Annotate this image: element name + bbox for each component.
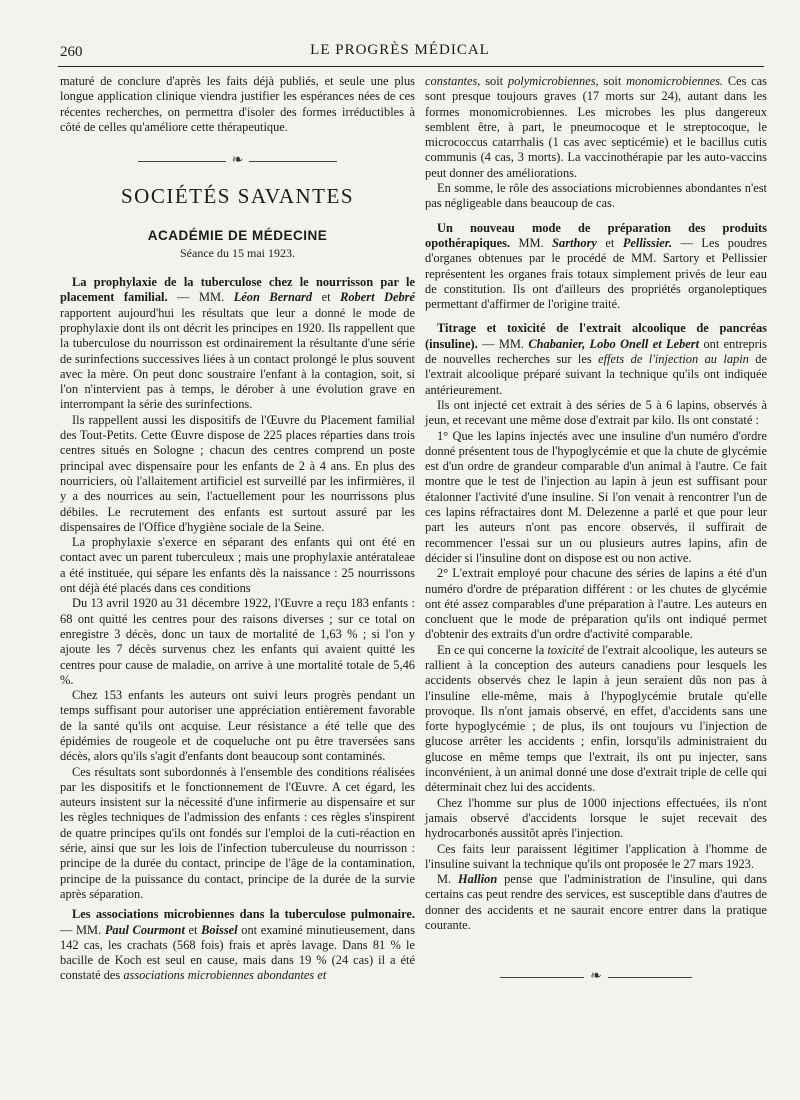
author-name: Paul Courmont bbox=[104, 922, 185, 937]
right-column bbox=[425, 74, 767, 985]
author-name: Chabanier, Lobo Onell et Lebert bbox=[528, 336, 700, 351]
paragraph: Ils rappellent aussi les dispositifs de l'Œuvre du Placement familial des Tout-Petits. Cette Œuvre dispose de 225 places réparties dans trois centres situés en Sologne ; chacun des centres comprend un poste principal avec dispensaire pour les enfants de 2 à 4 ans. En plus des nourriciers, où l'allaitement artificiel est surveillé par les infirmières, il y a des nourrices au sein, l'actuellement pour les nourrissons plus débiles. Le recrutement des enfants est surtout assuré par les dispensaires de l'Office d'hygiène sociale de la Seine. bbox=[60, 412, 415, 534]
article-title: La prophylaxie de la tuberculose chez le nourrisson par le placement familial. bbox=[60, 275, 415, 305]
article-title: Un nouveau mode de préparation des produits opothérapiques. bbox=[425, 220, 767, 250]
intro-paragraph: maturé de conclure d'après les faits déjà publiés, et seule une plus longue application clinique viendra justifier les espérances nées de ces récentes recherches, on permettra d'isoler des formes irréductibles à côté de celles qu'améliore cette thérapeutique. bbox=[60, 74, 415, 134]
section-title: SOCIÉTÉS SAVANTES bbox=[120, 184, 355, 209]
paragraph: La prophylaxie s'exerce en séparant des enfants qui ont été en contact avec un parent tuberculeux ; mais une prophylaxie antérataleae a été instituée, qui sépare les enfants dès la naissance : 25 nourrissons ont déjà été placés dans ces conditions bbox=[60, 535, 415, 596]
header-rule bbox=[58, 66, 764, 67]
page-number: 260 bbox=[60, 44, 83, 60]
fleuron-icon: ❧ bbox=[226, 153, 250, 168]
author-name: Pellissier. bbox=[622, 235, 673, 250]
ornament-divider bbox=[425, 969, 767, 985]
author-name: Boissel bbox=[201, 922, 238, 937]
author-name: Hallion bbox=[458, 872, 498, 887]
left-column bbox=[60, 74, 415, 984]
paragraph: Du 13 avril 1920 au 31 décembre 1922, l'Œuvre a reçu 183 enfants : 68 ont quitté les centres pour des raisons diverses ; sur ce total on enregistre 3 décès, donc un taux de mortalité de 1,63 % ; si l'on y ajoute les 7 décès survenus chez les enfants qui avaient quitté les centres pour cause de maladie, on arrive à une mortalité totale de 5,46 %. bbox=[60, 596, 415, 687]
paragraph: En somme, le rôle des associations microbiennes abondantes n'est pas négligeable dans beaucoup de cas. bbox=[425, 181, 767, 211]
article-title: Titrage et toxicité de l'extrait alcoolique de pancréas (insuline). bbox=[425, 321, 767, 351]
author-name: Léon Bernard bbox=[233, 290, 313, 305]
paragraph: Chez l'homme sur plus de 1000 injections effectuées, ils n'ont jamais observé d'accidents lorsque le sujet recevait des hydrocarbonés aussitôt après l'injection. bbox=[425, 795, 767, 841]
paragraph: constantes, soit polymicrobiennes, soit monomicrobiennes. Ces cas sont presque toujours graves (17 morts sur 24), autant dans les formes monomicrobiennes. Les microbes les plus dangereux semblent être, à part, le pneumocoque et le streptocoque, le micrococcus catarrhalis (1 cas avec septicémie) et le bacillus cutis communis (4 cas, 3 morts). La vaccinothérapie par les auto-vaccins peut donner des améliorations. bbox=[425, 74, 767, 180]
paragraph: 1° Que les lapins injectés avec une insuline d'un numéro d'ordre donné présentent tous de l'hypoglycémie et que la chute de glycémie est d'un ordre de grandeur comparable d'un animal à l'autre. Ce fait montre que le test de l'injection au lapin à jeun est suffisant pour étalonner l'activité d'une insuline. Si l'on venait à rencontrer l'un de ces lapins réfractaires dont M. Delezenne a parlé et que pour leur part les auteurs n'ont pas encore observés, il suffirait de recommencer l'essai sur un ou plusieurs autres lapins, afin de décider si l'insuline dont on dispose est ou non active. bbox=[425, 428, 767, 565]
article-insuline: Titrage et toxicité de l'extrait alcoolique de pancréas (insuline). — MM. Chabanier, Lobo Onell et Lebert ont entrepris de nouvelles recherches sur les effets de l'injection au lapin de l'extrait alcoolique préparé suivant la technique qu'ils ont indiquée antérieurement. bbox=[425, 321, 767, 397]
author-name: Robert Debré bbox=[340, 290, 415, 305]
paragraph: Ces résultats sont subordonnés à l'ensemble des conditions réalisées par les dispositifs et le fonctionnement de l'Œuvre. A cet égard, les auteurs insistent sur la nécessité d'une infirmerie au dispensaire et sur les règles techniques de l'admission des enfants : ces règles s'inspirent de quatre principes qu'ils ont fondés sur l'emploi de la cuti-réaction en série, ainsi que sur les lois de l'infection tuberculeuse du nourrisson : principe de la durée du contact, principe de l'âge de la contamination, principe de la puissance du contact, principe de la durée de la survie après séparation. bbox=[60, 764, 415, 901]
paragraph: M. Hallion pense que l'administration de l'insuline, qui dans certains cas peut rendre des services, est susceptible dans d'autres de donner des accidents et ne saurait encore entrer dans la pratique courante. bbox=[425, 872, 767, 933]
paragraph: En ce qui concerne la toxicité de l'extrait alcoolique, les auteurs se rallient à la conception des auteurs canadiens pour lesquels les accidents observés chez le lapin à jeun seraient dûs non pas à l'insuline elle-même, mais à l'hypoglycémie brutale qu'elle provoque. Ils n'ont jamais observé, en effet, d'accidents sans une forte hypoglycémie ; de plus, ils ont toujours vu l'injection de glucose arrêter les accidents ; enfin, lorsqu'ils administraient du glucose en même temps que l'extrait, ils ont pu injecter, sans inconvénient, à un animal donné une dose d'extrait triple de celle qui déterminait chez lui des accidents. bbox=[425, 642, 768, 795]
ornament-divider bbox=[60, 153, 415, 169]
academy-heading: ACADÉMIE DE MÉDECINE bbox=[147, 228, 328, 244]
article-associations: Les associations microbiennes dans la tuberculose pulmonaire. — MM. Paul Courmont et Boissel ont examiné minutieusement, dans 142 cas, les crachats (568 fois) frais et après lavage. Dans 81 % le bacille de Koch est seul en cause, mais dans 19 % (24 cas) il a été constaté des associations microbiennes abondantes et bbox=[60, 907, 415, 983]
author-name: Sarthory bbox=[552, 235, 597, 250]
article-title: Les associations microbiennes dans la tuberculose pulmonaire. bbox=[72, 907, 415, 922]
fleuron-icon: ❧ bbox=[584, 969, 608, 984]
article-prophylaxie: La prophylaxie de la tuberculose chez le nourrisson par le placement familial. — MM. Léon Bernard et Robert Debré rapportent aujourd'hui les résultats que leur a donné le mode de prophylaxie dont ils ont décrit les principes en 1920. Ils rappellent que la tuberculose du nourrisson est ordinairement la résultante d'une série de surinfections successives liées à un contact prolongé le plus souvent avec la mère. On peut donc soustraire l'enfant à la contagion, soit, si l'on n'intervient pas à temps, le dérober à une évolution grave en interrompant la série des surinfections. bbox=[60, 275, 415, 412]
journal-title: LE PROGRÈS MÉDICAL bbox=[310, 42, 490, 58]
article-opotherapie: Un nouveau mode de préparation des produits opothérapiques. MM. Sarthory et Pellissier. — Les poudres d'organes obtenues par le procédé de MM. Sartory et Pellissier représentent les organes frais totaux simplement privés de leur eau de constitution. Ils ont d'ailleurs des propriétés organoleptiques permettant d'affirmer de l'origine traité. bbox=[425, 220, 767, 312]
paragraph: Ils ont injecté cet extrait à des séries de 5 à 6 lapins, observés à jeun, et recevant une même dose d'extrait par kilo. Ils ont constaté : bbox=[425, 397, 767, 428]
paragraph: 2° L'extrait employé pour chacune des séries de lapins a été d'un numéro d'ordre de préparation différent : or les chutes de glycémie ont été assez comparables d'une préparation à l'autre. Les auteurs en concluent que le mode de préparation qu'ils ont indiqué permet d'obtenir des extraits d'un ordre d'activité comparable. bbox=[425, 566, 767, 642]
session-date: Séance du 15 mai 1923. bbox=[180, 245, 295, 260]
paragraph: Chez 153 enfants les auteurs ont suivi leurs progrès pendant un temps suffisant pour autoriser une appréciation entièrement favorable de la santé qu'ils ont acquise. Leur résistance a été telle que des épidémies de rougeole et de coqueluche ont pu être traversées sans décès, alors qu'ils s'agit d'enfants dont beaucoup sont contaminés. bbox=[60, 688, 415, 764]
paragraph: Ces faits leur paraissent légitimer l'application à l'homme de l'insuline suivant la technique qu'ils ont proposée le 27 mars 1923. bbox=[425, 841, 767, 871]
